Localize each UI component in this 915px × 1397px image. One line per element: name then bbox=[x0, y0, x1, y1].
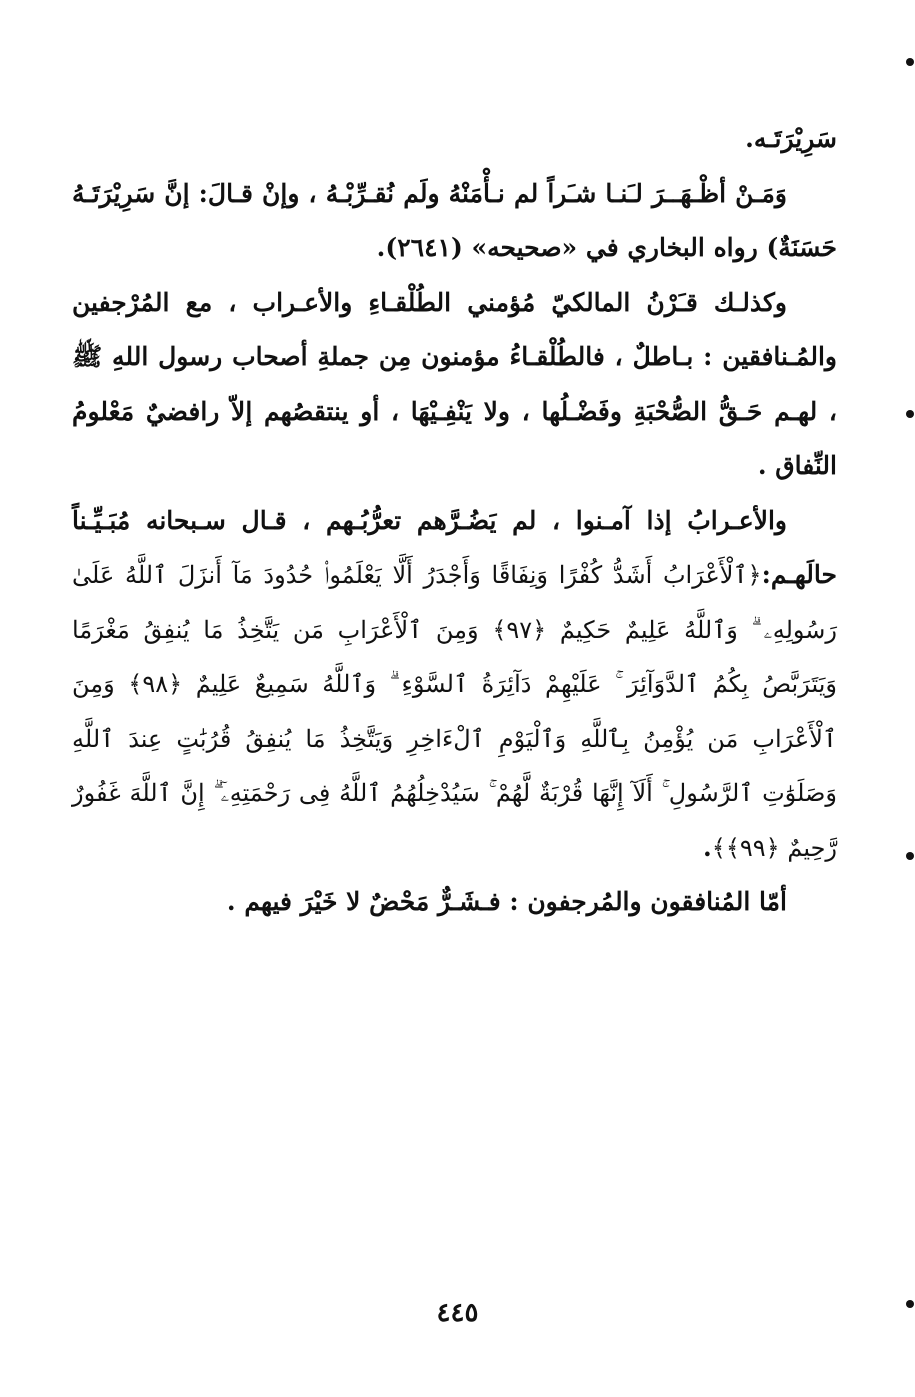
paragraph bbox=[72, 276, 837, 494]
margin-mark bbox=[906, 852, 914, 860]
paragraph bbox=[72, 167, 837, 276]
paragraph bbox=[72, 875, 837, 930]
paragraph-text: والأعـرابُ إذا آمـنوا ، لم يَضُـرَّهم تعرُّبُـهم ، قـال سـبحانه مُبَـيِّـناً حالَهـم: bbox=[72, 505, 837, 589]
margin-mark bbox=[906, 410, 914, 418]
paragraph-text: وكذلـك قـَرْنُ المالكيّ مُؤمني الطُلْقـاءِ والأعـراب ، مع المُرْجفين والمُـنافقين : بـاطلٌ ، فالطُلْقـاءُ مؤمنون مِن جملةِ أصحاب رسول اللهِ ﷺ ، لهـم حَـقُّ الصُّحْبَةِ وفَضْـلُها ، ولا يَنْفِـيْهَا ، أو ينتقصُهم إلاّ رافضيٌ مَعْلومُ النِّفاق . bbox=[72, 287, 837, 480]
paragraph-text: سَرِيْرَتَـه. bbox=[745, 124, 837, 153]
body-text bbox=[72, 112, 837, 930]
paragraph-text: أمّا المُنافقون والمُرجفون : فـشَـرٌّ مَحْضٌ لا خَيْرَ فيهم . bbox=[226, 887, 787, 916]
paragraph bbox=[72, 494, 837, 876]
paragraph bbox=[72, 112, 837, 167]
hadith-quote-text: وَمَـنْ أظْـهَــرَ لـَنـا شـَراً لم نـأْمَنْهُ ولَم نُقـرِّبْـهُ ، وإنْ قـالَ: إنَّ سَرِيْرَتَـهُ حَسَنَةٌ) رواه البخاري في «صحيحه» (٢٦٤١). bbox=[72, 178, 837, 262]
margin-mark bbox=[906, 58, 914, 66]
page-number: ٤٤٥ bbox=[436, 1298, 479, 1328]
quran-verse: ﴿ٱلْأَعْرَابُ أَشَدُّ كُفْرًا وَنِفَاقًا وَأَجْدَرُ أَلَّا يَعْلَمُوا۟ حُدُودَ مَآ أَنزَلَ ٱللَّهُ عَلَىٰ رَسُولِهِۦ ۗ وَٱللَّهُ عَلِيمٌ حَكِيمٌ ﴿٩٧﴾ وَمِنَ ٱلْأَعْرَابِ مَن يَتَّخِذُ مَا يُنفِقُ مَغْرَمًا وَيَتَرَبَّصُ بِكُمُ ٱلدَّوَآئِرَ ۚ عَلَيْهِمْ دَآئِرَةُ ٱلسَّوْءِ ۗ وَٱللَّهُ سَمِيعٌ عَلِيمٌ ﴿٩٨﴾ وَمِنَ ٱلْأَعْرَابِ مَن يُؤْمِنُ بِٱللَّهِ وَٱلْيَوْمِ ٱلْءَاخِرِ وَيَتَّخِذُ مَا يُنفِقُ قُرُبَٰتٍ عِندَ ٱللَّهِ وَصَلَوَٰتِ ٱلرَّسُولِ ۚ أَلَآ إِنَّهَا قُرْبَةٌ لَّهُمْ ۚ سَيُدْخِلُهُمُ ٱللَّهُ فِى رَحْمَتِهِۦٓ ۗ إِنَّ ٱللَّهَ غَفُورٌ رَّحِيمٌ ﴿٩٩﴾﴾ bbox=[72, 561, 837, 862]
paragraph-text: . bbox=[703, 832, 712, 862]
